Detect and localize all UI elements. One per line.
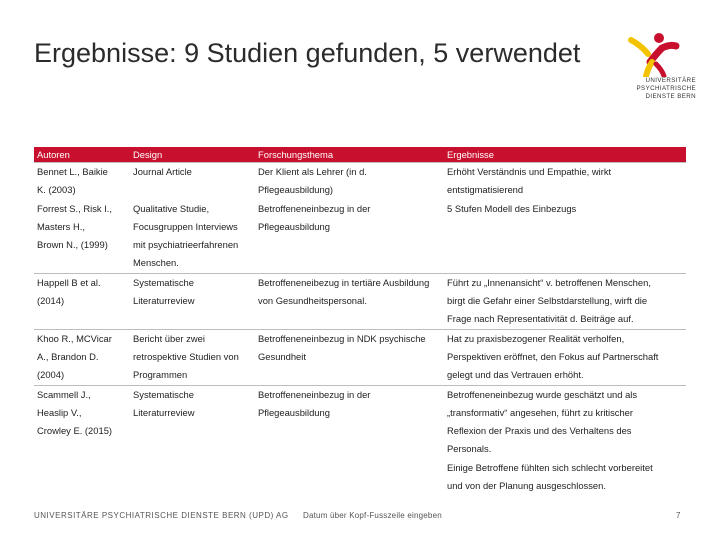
cell-authors xyxy=(34,273,130,329)
page-number: 7 xyxy=(676,511,681,520)
cell-text-line: Heaslip V., xyxy=(37,406,82,418)
cell-text-line: Qualitative Studie, xyxy=(133,202,210,214)
cell-text-line: Forrest S., Risk I., xyxy=(37,202,113,214)
cell-text-line: Führt zu „Innenansicht“ v. betroffenen Menschen, xyxy=(447,276,651,288)
cell-text-line: birgt die Gefahr einer Selbstdarstellung, wirft die xyxy=(447,295,648,307)
cell-topic xyxy=(255,385,444,495)
table-header-row xyxy=(34,147,686,163)
cell-text-line: Hat zu praxisbezogener Realität verholfen, xyxy=(447,332,625,344)
column-header-topic: Forschungsthema xyxy=(255,147,444,163)
footer-organization: UNIVERSITÄRE PSYCHIATRISCHE DIENSTE BERN (UPD) AG xyxy=(34,511,289,520)
logo-line: UNIVERSITÄRE xyxy=(645,77,696,84)
studies-table xyxy=(34,147,686,495)
cell-text-line: Happell B et al. xyxy=(37,276,101,288)
cell-text-line: Perspektiven eröffnet, den Fokus auf Partnerschaft xyxy=(447,350,659,362)
cell-text-line: mit psychiatrieerfahrenen xyxy=(133,239,239,251)
cell-text-line: Focusgruppen Interviews xyxy=(133,220,238,232)
cell-results xyxy=(444,273,686,329)
cell-text-line: gelegt und das Vertrauen erhöht. xyxy=(447,369,584,381)
upd-logo-text xyxy=(604,77,696,101)
cell-text-line: Bennet L., Baikie xyxy=(37,166,108,177)
cell-authors xyxy=(34,163,130,200)
cell-text-line: Reflexion der Praxis und des Verhaltens des xyxy=(447,425,632,437)
cell-text-line: Betroffeneneinbezug in der xyxy=(258,388,371,400)
cell-text-line: Pflegeausbildung xyxy=(258,220,330,232)
slide-title: Ergebnisse: 9 Studien gefunden, 5 verwendet xyxy=(34,38,581,68)
cell-text-line: Personals. xyxy=(447,443,492,455)
cell-text-line: Journal Article xyxy=(133,166,192,177)
cell-text-line: Gesundheit xyxy=(258,350,306,362)
cell-text-line: Systematische xyxy=(133,276,194,288)
cell-text-line: (2004) xyxy=(37,369,65,381)
cell-text-line: (2014) xyxy=(37,295,65,307)
cell-text-line: Betroffeneneinbezug wurde geschätzt und als xyxy=(447,388,638,400)
cell-text-line: Betroffeneneinbezug in NDK psychische xyxy=(258,332,426,344)
cell-design xyxy=(130,385,255,495)
cell-text-line: Menschen. xyxy=(133,257,179,269)
cell-text-line: Crowley E. (2015) xyxy=(37,425,113,437)
cell-authors xyxy=(34,329,130,385)
cell-text-line: Scammell J., xyxy=(37,388,91,400)
cell-results xyxy=(444,329,686,385)
cell-design xyxy=(130,163,255,200)
cell-topic xyxy=(255,273,444,329)
table-row xyxy=(34,329,686,385)
cell-text-line: und von der Planung ausgeschlossen. xyxy=(447,480,606,492)
cell-text-line: Pflegeausbildung xyxy=(258,406,330,418)
column-header-results: Ergebnisse xyxy=(444,147,686,163)
table-row xyxy=(34,273,686,329)
cell-text-line: Bericht über zwei xyxy=(133,332,205,344)
logo-line: DIENSTE BERN xyxy=(645,93,696,100)
cell-design xyxy=(130,200,255,274)
cell-results xyxy=(444,163,686,200)
cell-text-line: Einige Betroffene fühlten sich schlecht vorbereitet xyxy=(447,461,653,473)
cell-text-line: Der Klient als Lehrer (in d. xyxy=(258,166,367,177)
cell-text-line: Frage nach Representativität d. Beiträge auf. xyxy=(447,313,634,325)
cell-text-line: entstigmatisierend xyxy=(447,184,524,196)
footer-date-placeholder: Datum über Kopf-Fusszeile eingeben xyxy=(303,511,442,520)
cell-text-line: Masters H., xyxy=(37,220,85,232)
cell-results xyxy=(444,200,686,274)
cell-topic xyxy=(255,163,444,200)
cell-text-line: Programmen xyxy=(133,369,188,381)
table-row xyxy=(34,200,686,274)
cell-text-line: Betroffeneneinbezug in der xyxy=(258,202,371,214)
table-body xyxy=(34,163,686,496)
logo-line: PSYCHIATRISCHE xyxy=(636,85,696,92)
cell-text-line: Systematische xyxy=(133,388,194,400)
cell-text-line: Literaturreview xyxy=(133,406,195,418)
cell-text-line: „transformativ“ angesehen, führt zu kritischer xyxy=(447,406,634,418)
cell-text-line: Brown N., (1999) xyxy=(37,239,108,251)
cell-text-line: Khoo R., MCVicar xyxy=(37,332,112,344)
column-header-design: Design xyxy=(130,147,255,163)
cell-text-line: A., Brandon D. xyxy=(37,350,99,362)
cell-text-line: K. (2003) xyxy=(37,184,76,196)
cell-text-line: 5 Stufen Modell des Einbezugs xyxy=(447,202,577,214)
cell-topic xyxy=(255,200,444,274)
upd-logo xyxy=(604,32,696,112)
cell-text-line: retrospektive Studien von xyxy=(133,350,239,362)
cell-authors xyxy=(34,385,130,495)
upd-logo-figure-icon xyxy=(604,32,696,77)
cell-topic xyxy=(255,329,444,385)
cell-design xyxy=(130,273,255,329)
cell-design xyxy=(130,329,255,385)
cell-results xyxy=(444,385,686,495)
table-row xyxy=(34,163,686,200)
cell-authors xyxy=(34,200,130,274)
column-header-authors: Autoren xyxy=(34,147,130,163)
cell-text-line: Literaturreview xyxy=(133,295,195,307)
table-row xyxy=(34,385,686,495)
cell-text-line: Erhöht Verständnis und Empathie, wirkt xyxy=(447,166,612,177)
cell-text-line: Betroffeneneibezug in tertiäre Ausbildung xyxy=(258,276,430,288)
cell-text-line: von Gesundheitspersonal. xyxy=(258,295,367,307)
cell-text-line: Pflegeausbildung) xyxy=(258,184,334,196)
